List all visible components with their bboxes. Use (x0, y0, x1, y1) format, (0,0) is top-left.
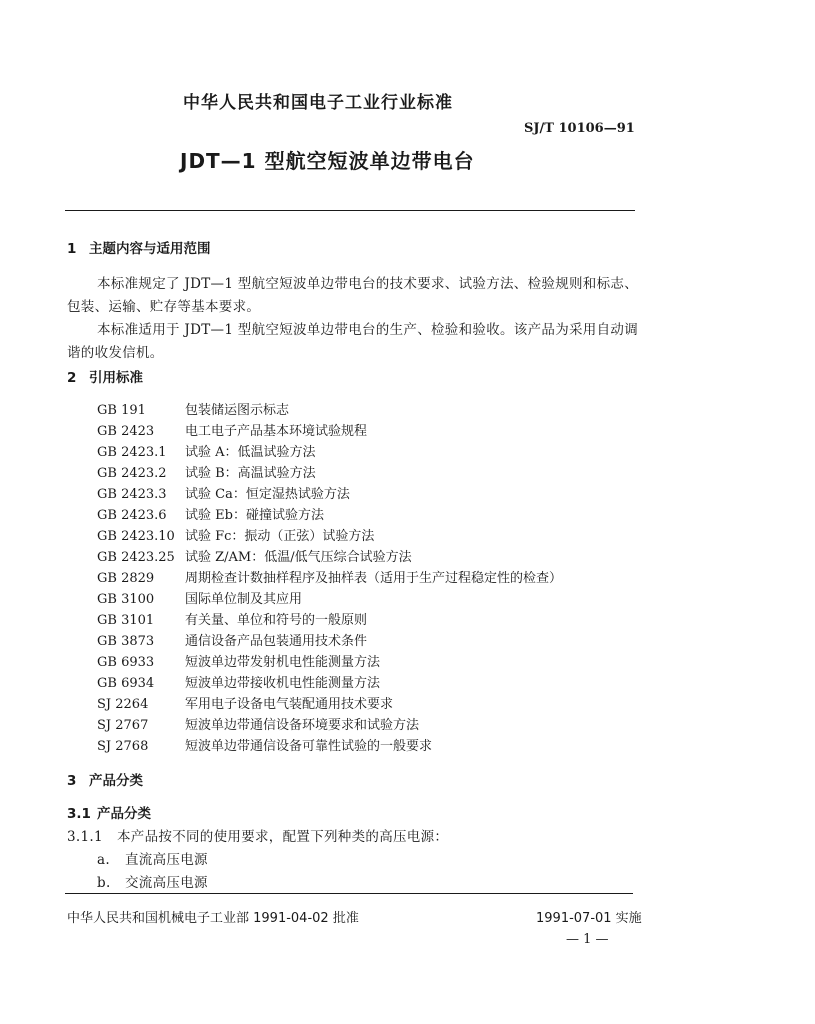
reference-code: SJ 2768 (97, 739, 149, 754)
section-2-number: 2 (67, 370, 77, 386)
section-1-paragraph-2-line-2: 谐的收发信机。 (67, 345, 164, 361)
list-item-marker: a. (97, 852, 110, 868)
reference-code: GB 2423.6 (97, 508, 167, 523)
standard-number: SJ/T 10106—91 (524, 121, 635, 136)
reference-title: 军用电子设备电气装配通用技术要求 (185, 697, 394, 712)
reference-title: 包装储运图示标志 (185, 403, 290, 418)
section-2-heading (67, 366, 143, 386)
document-title: JDT—1 型航空短波单边带电台 (180, 149, 475, 173)
clause-3-1-1-text: 本产品按不同的使用要求，配置下列种类的高压电源： (117, 829, 449, 845)
reference-row (97, 441, 316, 460)
reference-row (97, 420, 367, 439)
reference-row (97, 693, 393, 712)
reference-code: GB 3873 (97, 634, 155, 649)
clause-3-1-1-number: 3.1.1 (67, 829, 103, 845)
reference-code: SJ 2264 (97, 697, 149, 712)
section-1-heading (67, 237, 211, 257)
section-1-paragraph-1-line-1: 本标准规定了 JDT—1 型航空短波单边带电台的技术要求、试验方法、检验规则和标志、 (97, 276, 639, 292)
reference-row (97, 504, 324, 523)
reference-row (97, 483, 350, 502)
reference-row (97, 630, 367, 649)
reference-row (97, 672, 380, 691)
reference-code: SJ 2767 (97, 718, 149, 733)
page-number: — 1 — (566, 932, 609, 947)
effective-date: 1991-07-01 实施 (536, 911, 642, 926)
list-item (97, 871, 208, 891)
reference-title: 试验 Eb：碰撞试验方法 (185, 508, 324, 523)
section-3-heading (67, 769, 143, 789)
reference-code: GB 2423.10 (97, 529, 175, 544)
reference-title: 有关量、单位和符号的一般原则 (185, 613, 368, 628)
reference-code: GB 6934 (97, 676, 155, 691)
reference-title: 短波单边带接收机电性能测量方法 (185, 676, 381, 691)
section-3-title: 产品分类 (89, 773, 143, 789)
reference-row (97, 567, 562, 586)
reference-code: GB 2829 (97, 571, 155, 586)
reference-title: 试验 A：低温试验方法 (185, 445, 316, 460)
reference-row (97, 525, 374, 544)
section-3-number: 3 (67, 773, 77, 789)
reference-row (97, 546, 412, 565)
subsection-3-1-title: 产品分类 (97, 806, 151, 822)
reference-title: 短波单边带通信设备可靠性试验的一般要求 (185, 739, 433, 754)
subsection-3-1-heading (67, 802, 151, 822)
subsection-3-1-number: 3.1 (67, 806, 91, 822)
list-item (97, 848, 208, 868)
section-2-title: 引用标准 (89, 370, 143, 386)
reference-code: GB 2423.2 (97, 466, 167, 481)
reference-title: 短波单边带通信设备环境要求和试验方法 (185, 718, 420, 733)
reference-code: GB 2423.3 (97, 487, 167, 502)
org-title: 中华人民共和国电子工业行业标准 (183, 93, 453, 113)
reference-code: GB 3100 (97, 592, 155, 607)
reference-row (97, 609, 367, 628)
reference-title: 国际单位制及其应用 (185, 592, 303, 607)
reference-code: GB 6933 (97, 655, 155, 670)
reference-code: GB 3101 (97, 613, 155, 628)
list-item-text: 交流高压电源 (125, 875, 208, 891)
reference-row (97, 399, 289, 418)
reference-row (97, 651, 380, 670)
reference-title: 试验 Z/AM：低温/低气压综合试验方法 (185, 550, 412, 565)
reference-code: GB 2423 (97, 424, 155, 439)
reference-title: 试验 Ca：恒定湿热试验方法 (185, 487, 350, 502)
reference-title: 电工电子产品基本环境试验规程 (185, 424, 368, 439)
reference-title: 试验 Fc：振动（正弦）试验方法 (185, 529, 375, 544)
reference-row (97, 714, 419, 733)
section-1-paragraph-2-line-1: 本标准适用于 JDT—1 型航空短波单边带电台的生产、检验和验收。该产品为采用自动调 (97, 322, 639, 338)
reference-title: 试验 B：高温试验方法 (185, 466, 316, 481)
list-item-marker: b. (97, 875, 111, 891)
reference-row (97, 588, 302, 607)
reference-title: 通信设备产品包装通用技术条件 (185, 634, 368, 649)
reference-code: GB 191 (97, 403, 146, 418)
reference-code: GB 2423.1 (97, 445, 167, 460)
section-1-paragraph-1-line-2: 包装、运输、贮存等基本要求。 (67, 299, 261, 315)
list-item-text: 直流高压电源 (125, 852, 208, 868)
clause-3-1-1 (67, 825, 448, 845)
footer-divider (65, 893, 633, 894)
reference-title: 短波单边带发射机电性能测量方法 (185, 655, 381, 670)
reference-code: GB 2423.25 (97, 550, 175, 565)
reference-row (97, 735, 432, 754)
section-1-number: 1 (67, 241, 77, 257)
section-1-title: 主题内容与适用范围 (89, 241, 211, 257)
reference-row (97, 462, 316, 481)
header-divider (65, 210, 635, 211)
approval-line: 中华人民共和国机械电子工业部 1991-04-02 批准 (67, 911, 359, 926)
reference-title: 周期检查计数抽样程序及抽样表（适用于生产过程稳定性的检查） (185, 571, 563, 586)
